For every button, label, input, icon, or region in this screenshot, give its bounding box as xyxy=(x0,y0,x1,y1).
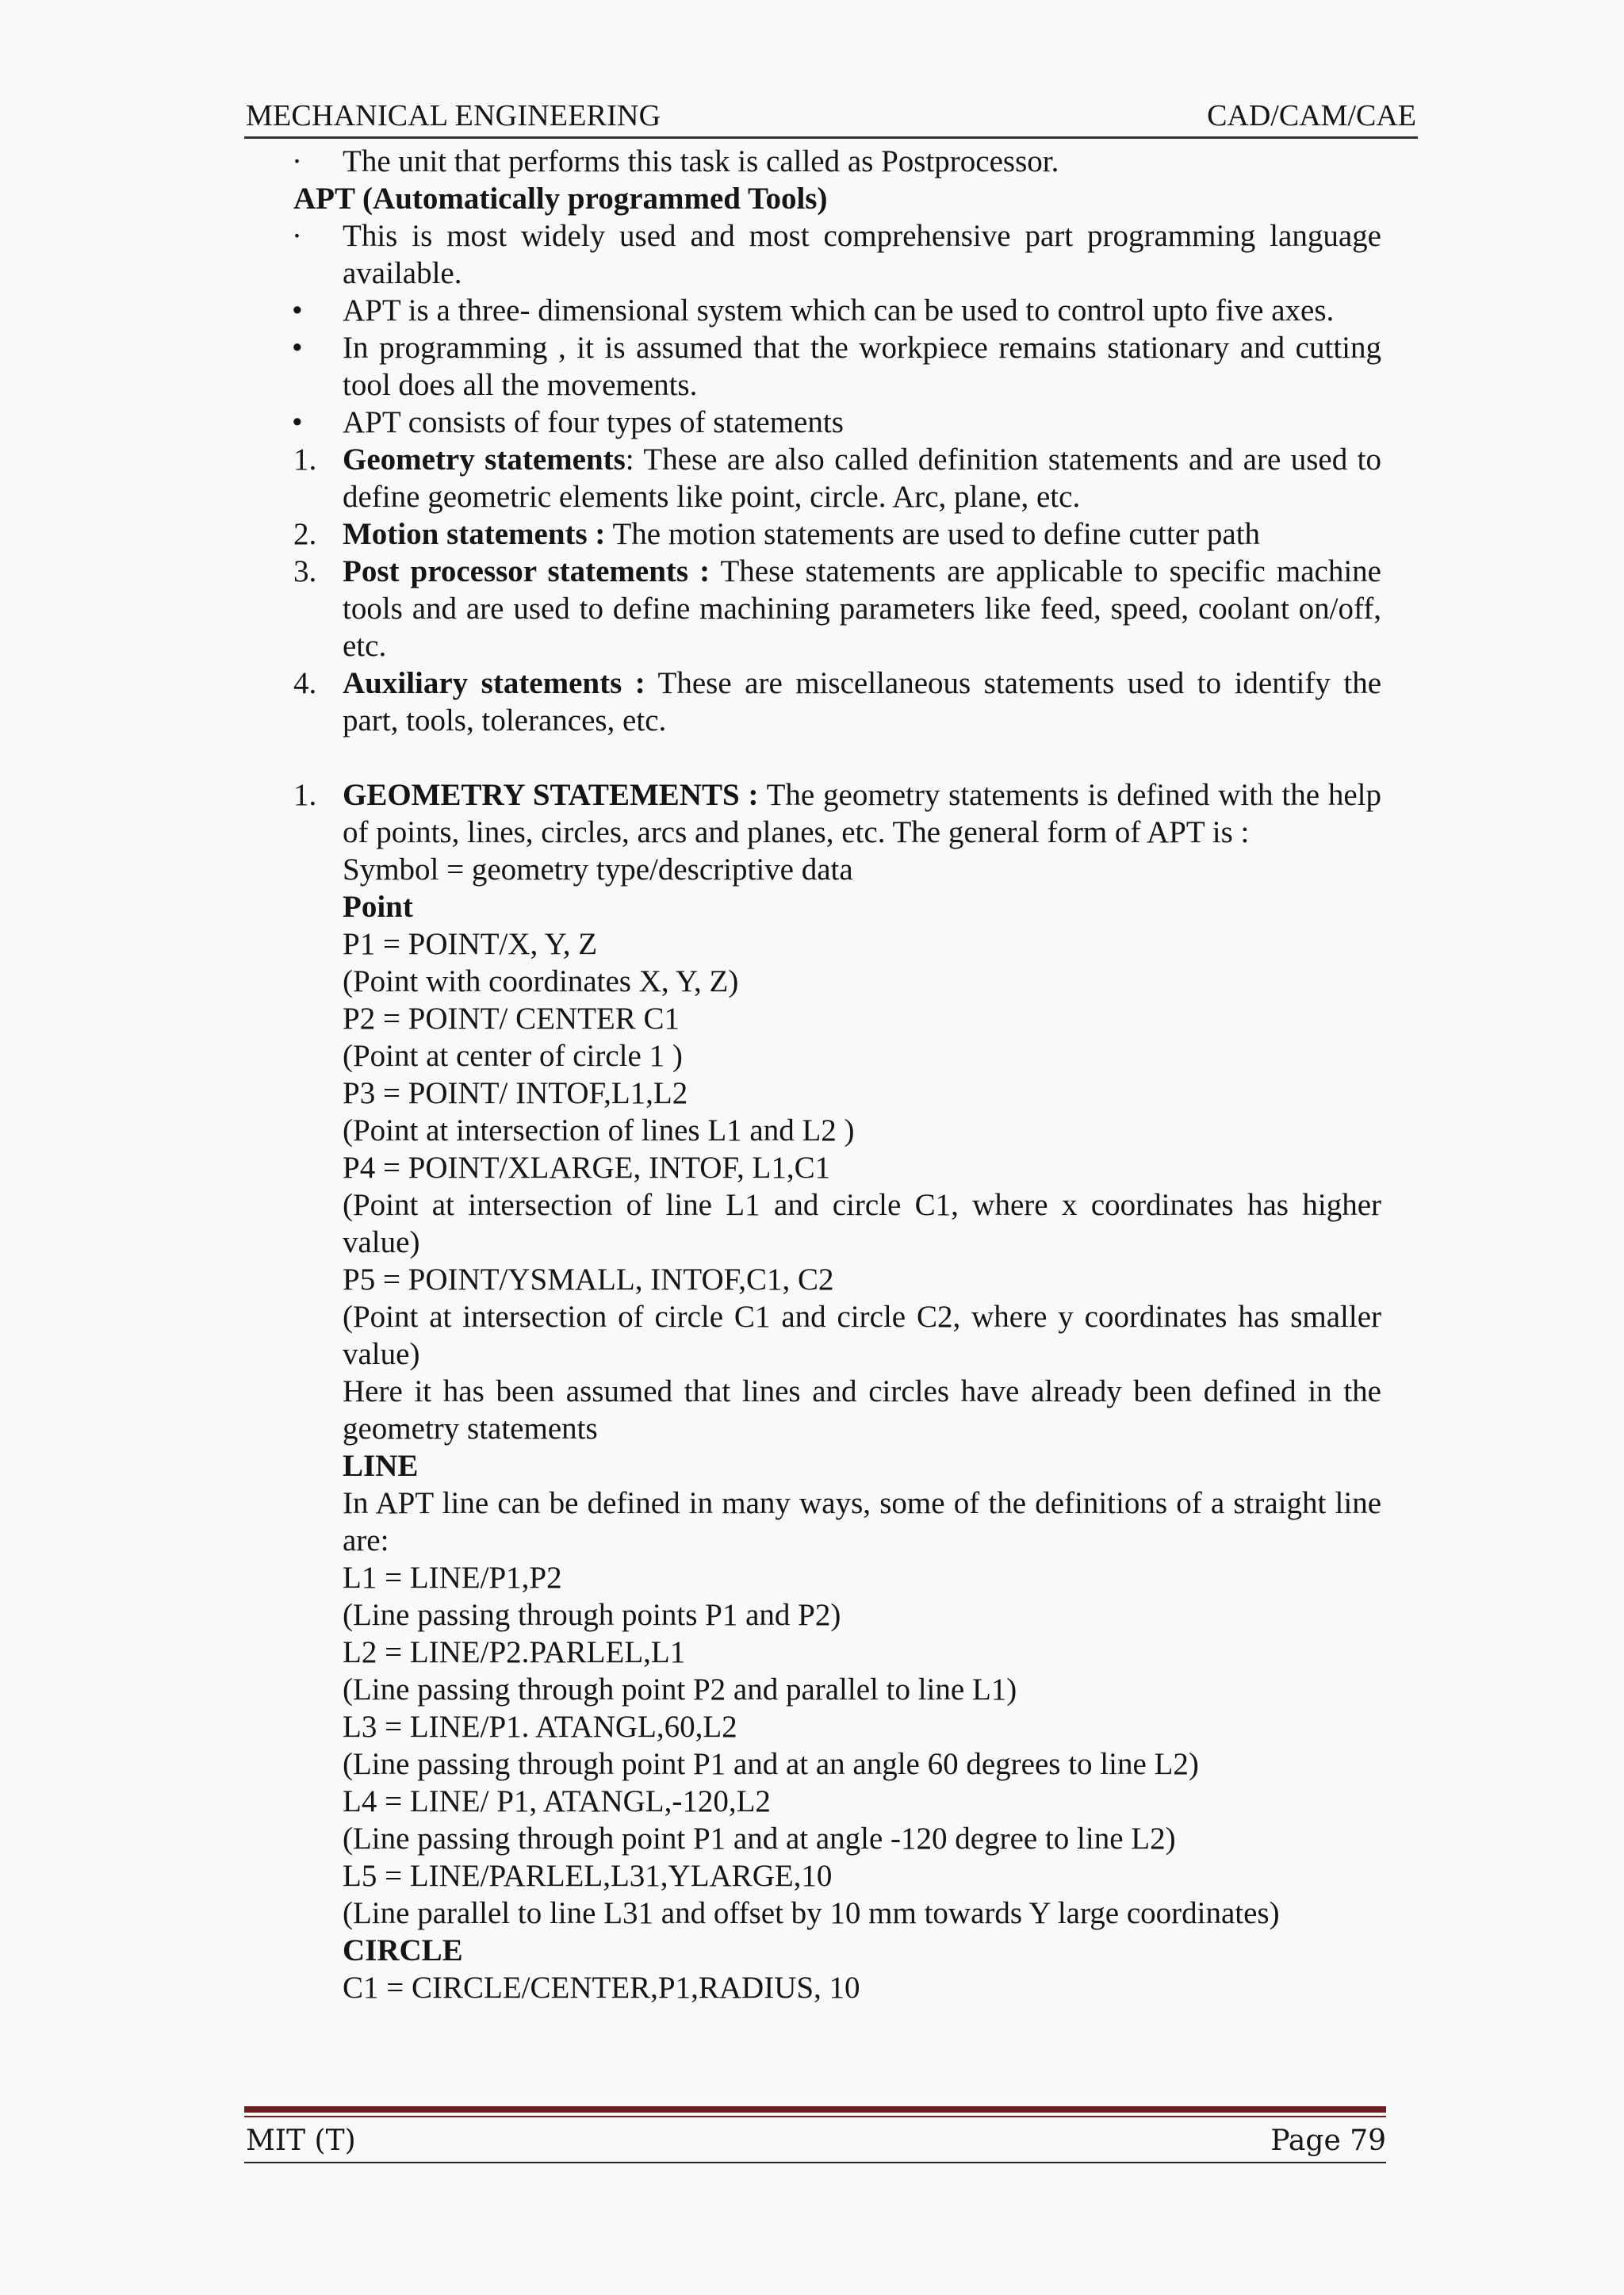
text-line: C1 = CIRCLE/CENTER,P1,RADIUS, 10 xyxy=(343,1971,860,2005)
text-line: L4 = LINE/ P1, ATANGL,-120,L2 xyxy=(343,1784,771,1818)
bullet-marker: • xyxy=(292,331,303,365)
item-text: The motion statements are used to define cutter path xyxy=(612,517,1261,551)
item-term: Post processor statements : xyxy=(343,554,710,588)
list-item xyxy=(244,404,1381,441)
subheading-line: LINE xyxy=(343,1449,419,1483)
page-number: Page 79 xyxy=(1270,2125,1386,2157)
intro-bullet-text: The unit that performs this task is called as Postprocessor. xyxy=(343,144,1059,178)
numbered-item: 1. Geometry statements: These are also called definition statements and are used to define geometric elements like point, circle. Arc, plane, etc. xyxy=(293,443,1381,514)
item-number: 2. xyxy=(293,517,317,551)
bullet-text: This is most widely used and most comprehensive part programming language available. xyxy=(343,219,1381,290)
text-line: (Line parallel to line L31 and offset by 10 mm towards Y large coordinates) xyxy=(343,1896,1280,1930)
text-line: (Point at intersection of circle C1 and circle C2, where y coordinates has smaller value) xyxy=(343,1300,1381,1371)
numbered-item xyxy=(244,553,1381,665)
section-heading-apt: APT (Automatically programmed Tools) xyxy=(293,182,828,216)
footer-bottom-divider xyxy=(244,2162,1386,2163)
bullet-marker: • xyxy=(292,405,303,439)
text-line: (Line passing through point P1 and at an angle 60 degrees to line L2) xyxy=(343,1747,1199,1781)
page-body xyxy=(244,143,1381,2006)
text-line: In APT line can be defined in many ways, some of the definitions of a straight line are: xyxy=(343,1486,1381,1557)
page-header xyxy=(244,95,1418,136)
point-definitions xyxy=(244,925,1381,1447)
footer-divider-thick xyxy=(244,2106,1386,2113)
circle-definitions xyxy=(244,1969,1381,2006)
page-footer xyxy=(244,2121,1386,2162)
text-line: (Point at intersection of line L1 and circle C1, where x coordinates has higher value) xyxy=(343,1188,1381,1259)
spacer xyxy=(244,739,1381,776)
bullet-marker: · xyxy=(292,219,302,253)
text-line: L3 = LINE/P1. ATANGL,60,L2 xyxy=(343,1710,737,1744)
general-form: Symbol = geometry type/descriptive data xyxy=(343,852,853,887)
numbered-item-geometry xyxy=(244,776,1381,851)
text-line: L2 = LINE/P2.PARLEL,L1 xyxy=(343,1635,686,1669)
item-term: Auxiliary statements : xyxy=(343,666,645,700)
subheading-point: Point xyxy=(343,890,413,924)
text-line: P3 = POINT/ INTOF,L1,L2 xyxy=(343,1076,688,1110)
text-line: L5 = LINE/PARLEL,L31,YLARGE,10 xyxy=(343,1859,833,1893)
item-number: 1. xyxy=(293,443,317,477)
item-term: GEOMETRY STATEMENTS : xyxy=(343,778,759,812)
list-item xyxy=(244,292,1381,329)
item-number: 1. xyxy=(293,778,317,812)
list-item xyxy=(244,143,1381,180)
item-term: Motion statements : xyxy=(343,517,606,551)
list-item xyxy=(244,329,1381,404)
text-line: (Point at center of circle 1 ) xyxy=(343,1039,683,1073)
bullet-text: APT is a three- dimensional system which can be used to control upto five axes. xyxy=(343,293,1335,328)
text-line: (Line passing through points P1 and P2) xyxy=(343,1598,841,1632)
numbered-item xyxy=(244,515,1381,553)
footer-divider-thin xyxy=(244,2116,1386,2117)
header-department: MECHANICAL ENGINEERING xyxy=(246,99,661,132)
footer-institution: MIT (T) xyxy=(246,2125,356,2157)
bullet-text: APT consists of four types of statements xyxy=(343,405,844,439)
text-line: (Line passing through point P2 and parallel to line L1) xyxy=(343,1672,1017,1707)
bullet-marker: · xyxy=(292,144,302,178)
header-subject: CAD/CAM/CAE xyxy=(1207,99,1416,132)
item-text: These statements are applicable to specific machine tools and are used to define machining parameters like feed, speed, coolant on/off, etc. xyxy=(343,554,1381,663)
item-number: 3. xyxy=(293,554,317,588)
text-line: P2 = POINT/ CENTER C1 xyxy=(343,1002,680,1036)
item-text: The geometry statements is defined with the help of points, lines, circles, arcs and planes, etc. The general form of APT is : xyxy=(343,778,1381,849)
text-line: (Point at intersection of lines L1 and L2 ) xyxy=(343,1113,855,1148)
text-line: P4 = POINT/XLARGE, INTOF, L1,C1 xyxy=(343,1151,831,1185)
text-line: P1 = POINT/X, Y, Z xyxy=(343,927,598,961)
bullet-text: In programming , it is assumed that the workpiece remains stationary and cutting tool does all the movements. xyxy=(343,331,1381,402)
item-text: These are miscellaneous statements used to identify the part, tools, tolerances, etc. xyxy=(343,666,1382,738)
line-definitions xyxy=(244,1485,1381,1932)
text-line: Here it has been assumed that lines and circles have already been defined in the geometry statements xyxy=(343,1374,1381,1446)
header-divider xyxy=(244,136,1418,139)
subheading-circle: CIRCLE xyxy=(343,1933,463,1967)
text-line: P5 = POINT/YSMALL, INTOF,C1, C2 xyxy=(343,1262,834,1297)
item-text: These are also called definition statements and are used to define geometric elements like point, circle. Arc, plane, etc. xyxy=(343,443,1381,514)
text-line: L1 = LINE/P1,P2 xyxy=(343,1561,562,1595)
text-line: (Line passing through point P1 and at angle -120 degree to line L2) xyxy=(343,1822,1176,1856)
list-item xyxy=(244,217,1381,292)
numbered-item xyxy=(244,665,1381,739)
item-number: 4. xyxy=(293,666,317,700)
bullet-marker: • xyxy=(292,293,303,328)
text-line: (Point with coordinates X, Y, Z) xyxy=(343,964,739,998)
item-term: Geometry statements xyxy=(343,443,626,477)
